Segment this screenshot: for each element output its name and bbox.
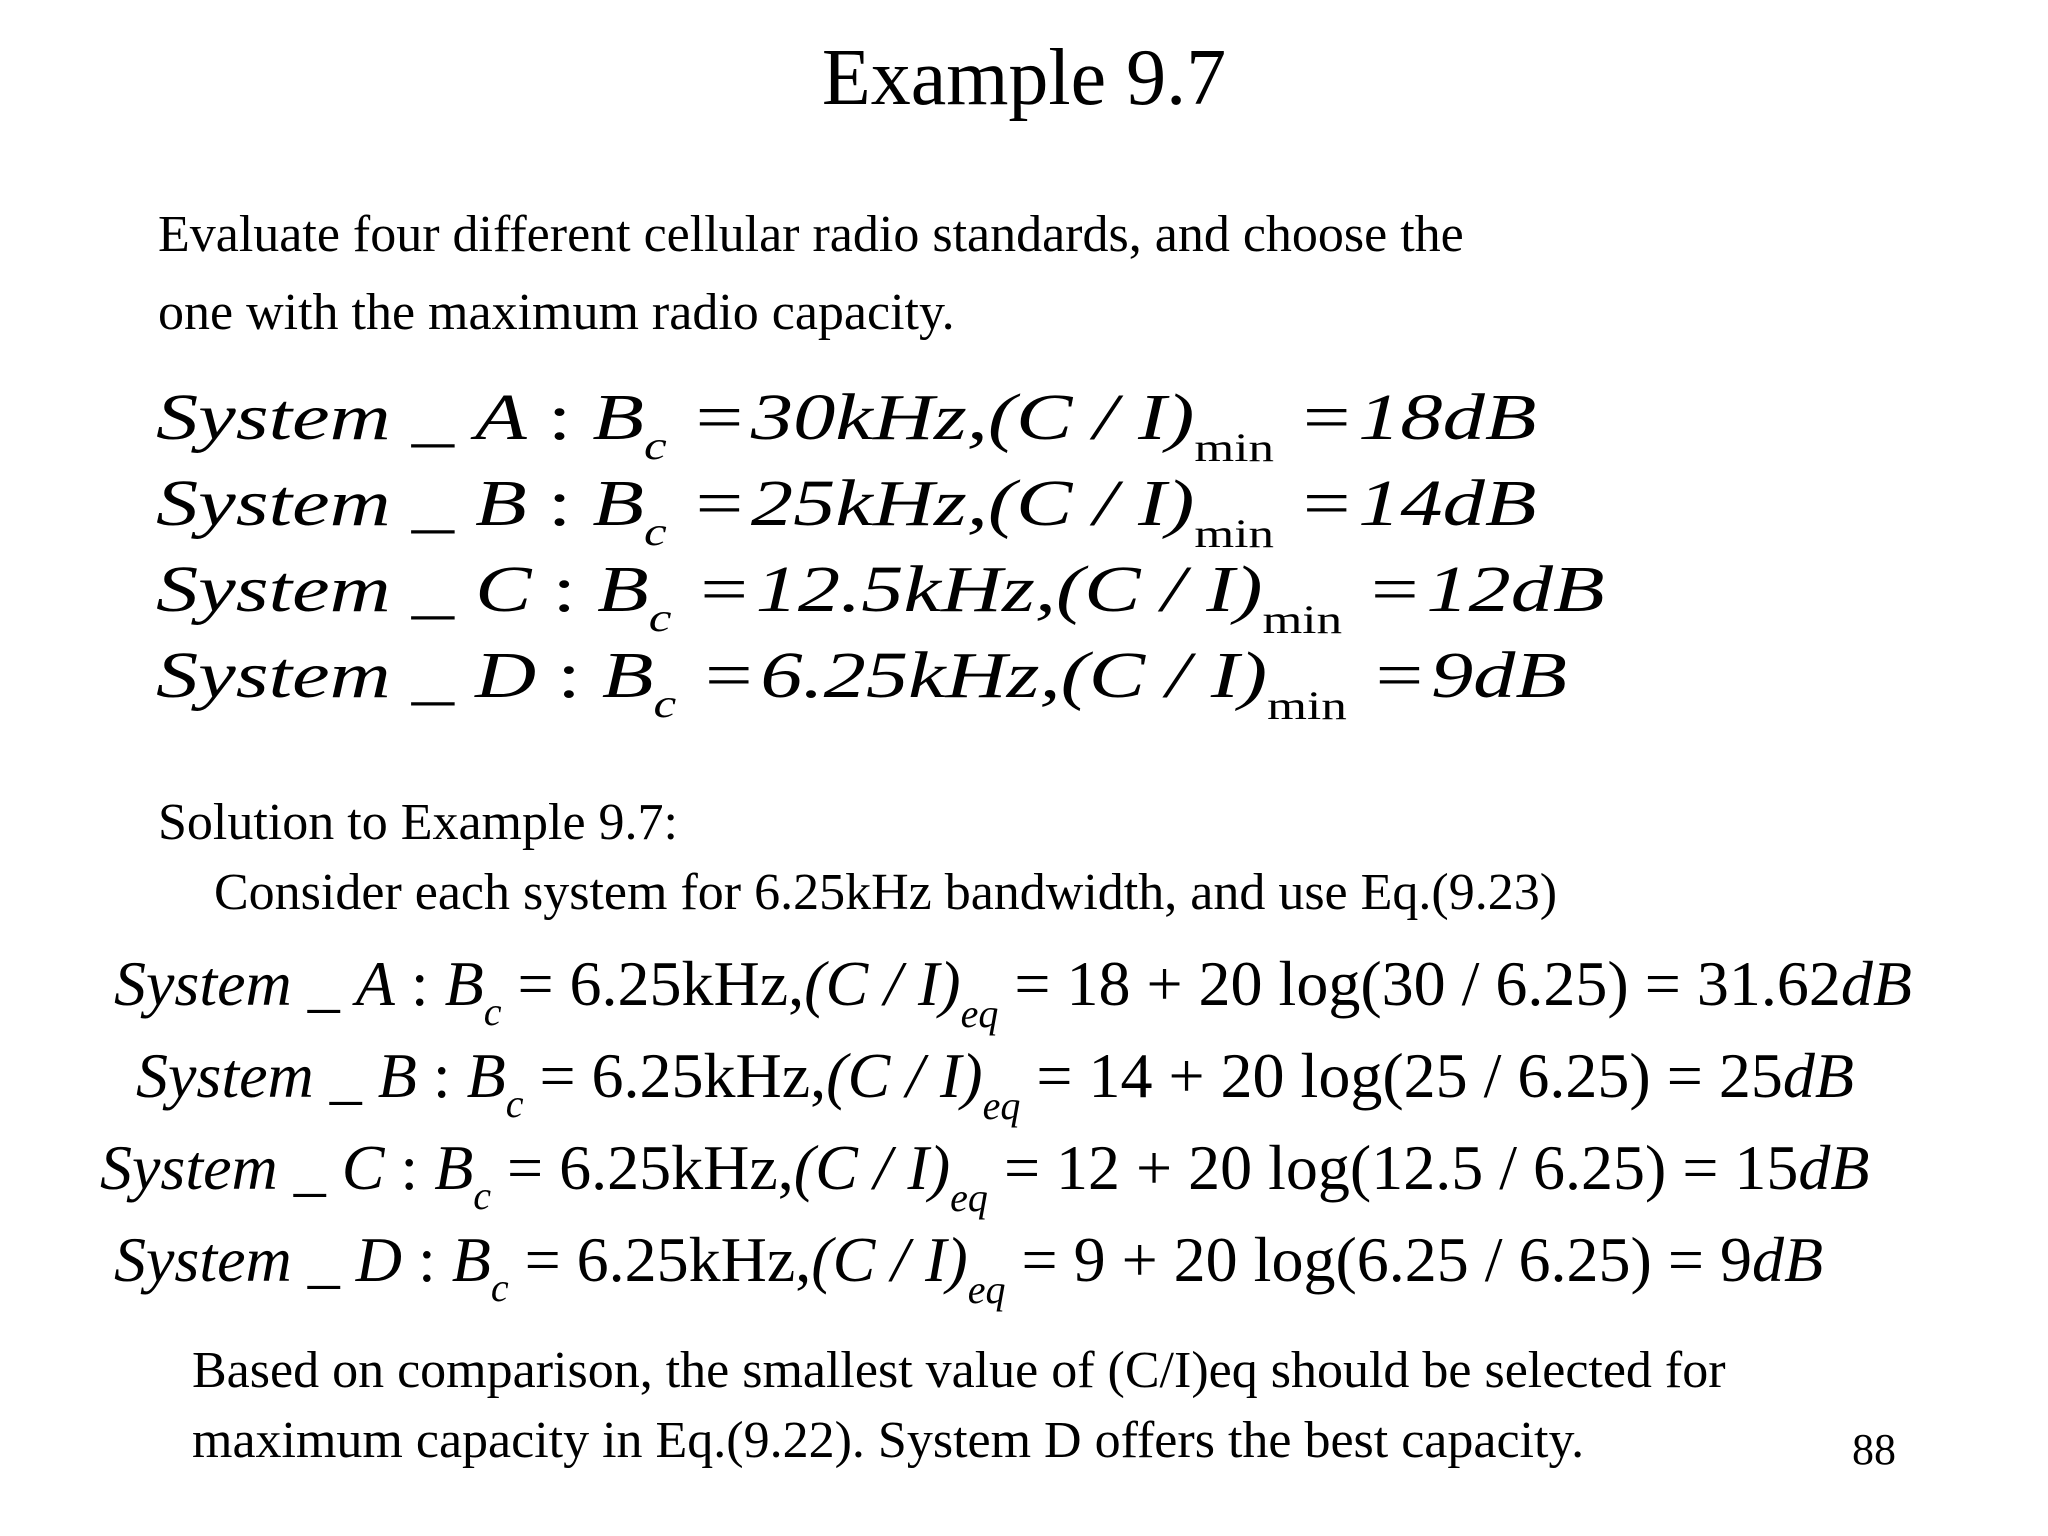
solution-equation-system-c: System _ C : $B_c = 6.25kHz,(C / I)_{eq} = 12 + 20$ log(12.5 / 6.25) = 15dB xyxy=(100,1132,1870,1220)
problem-statement-line: one with the maximum radio capacity. xyxy=(158,284,955,341)
problem-statement-line: Evaluate four different cellular radio standards, and choose the xyxy=(158,206,1464,263)
given-equation-system-b: System _ B : $B_c = 25kHz,(C / I)_{min} = 14dB$ xyxy=(156,467,1537,556)
conclusion-line: maximum capacity in Eq.(9.22). System D offers the best capacity. xyxy=(192,1412,1585,1469)
conclusion-line: Based on comparison, the smallest value of (C/I)eq should be selected for xyxy=(192,1342,1726,1399)
given-equation-system-a: System _ A : $B_c = 30kHz,(C / I)_{min} = 18dB$ xyxy=(156,381,1537,470)
solution-instruction: Consider each system for 6.25kHz bandwidth, and use Eq.(9.23) xyxy=(214,864,1558,921)
given-equations xyxy=(156,380,1605,728)
page-number: 88 xyxy=(1852,1425,1896,1474)
solution-equation-system-b: System _ B : $B_c = 6.25kHz,(C / I)_{eq} = 14 + 20$ log(25 / 6.25) = 25dB xyxy=(136,1040,1854,1128)
given-equation-system-c: System _ C : $B_c = 12.5kHz,(C / I)_{min} = 12dB$ xyxy=(156,553,1605,642)
solution-heading: Solution to Example 9.7: xyxy=(158,794,678,851)
solution-equation-system-a: System _ A : $B_c = 6.25kHz,(C / I)_{eq} = 18 + 20$ log(30 / 6.25) = 31.62dB xyxy=(114,948,1912,1036)
slide-title: Example 9.7 xyxy=(821,34,1227,122)
conclusion xyxy=(192,1336,1726,1476)
solution-equation-system-d: System _ D : $B_c = 6.25kHz,(C / I)_{eq} = 9 + 20$ log(6.25 / 6.25) = 9dB xyxy=(114,1224,1824,1312)
given-equation-system-d: System _ D : $B_c = 6.25kHz,(C / I)_{min} = 9dB$ xyxy=(156,639,1568,728)
problem-statement xyxy=(158,196,1464,352)
